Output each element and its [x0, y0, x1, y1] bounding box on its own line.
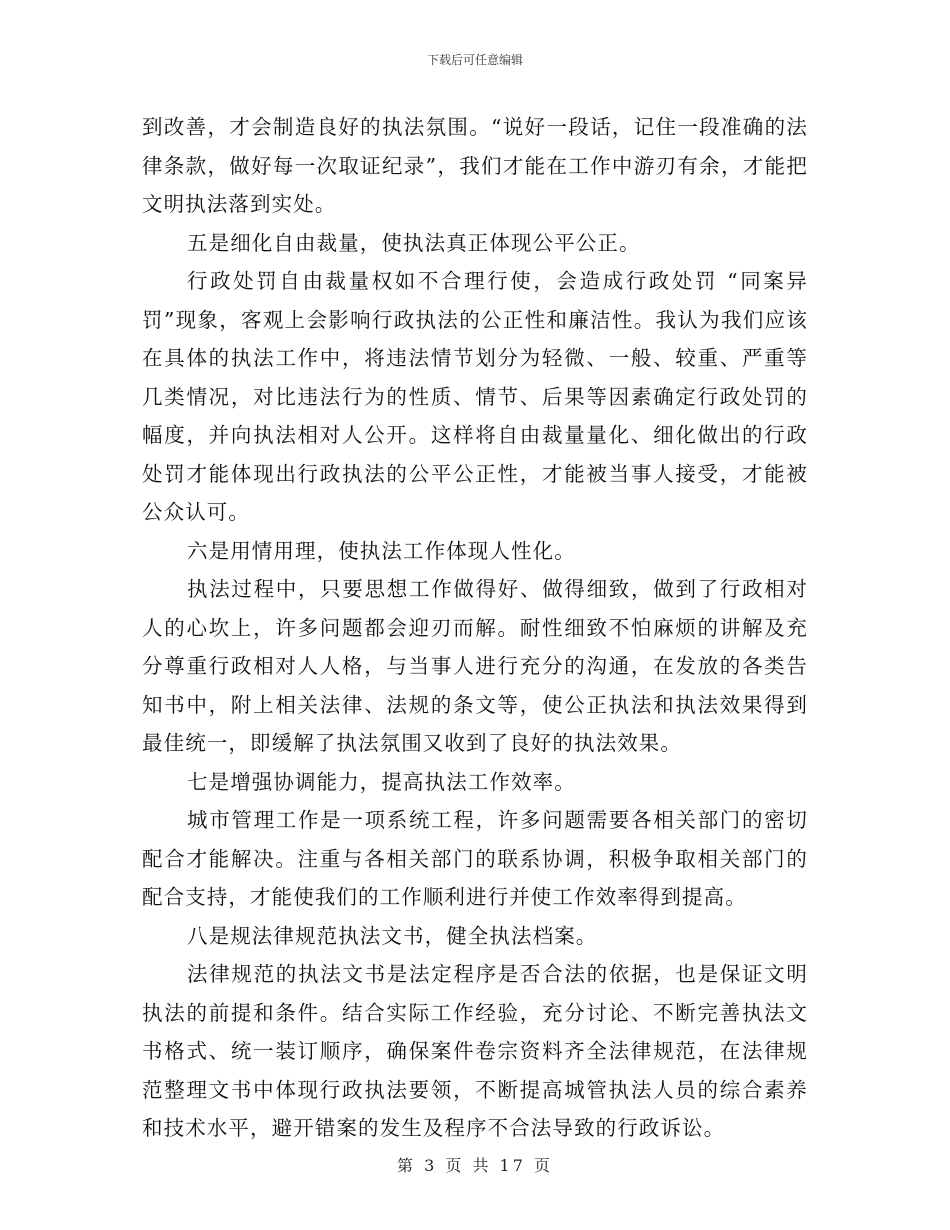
section-heading-eight: 八是规法律规范执法文书，健全执法档案。 — [187, 923, 598, 948]
page-header: 下载后可任意编辑 — [426, 53, 523, 67]
section-heading-six: 六是用情用理，使执法工作体现人性化。 — [187, 538, 576, 563]
paragraph-humanized: 执法过程中，只要思想工作做得好、做得细致，做到了行政相对人的心坎上，许多问题都会迎刃而解。耐性细致不怕麻烦的讲解及充分尊重行政相对人人格，与当事人进行充分的沟通，在发放的各类告知书中，附上相关法律、法规的条文等，使公正执法和执法效果得到最佳统一，即缓解了执法氛围又收到了良好的执法效果。 — [142, 577, 808, 755]
paragraph-discretion: 行政处罚自由裁量权如不合理行使，会造成行政处罚 “同案异罚”现象，客观上会影响行政执法的公正性和廉洁性。我认为我们应该在具体的执法工作中，将违法情节划分为轻微、一般、较重、严重等几类情况，对比违法行为的性质、情节、后果等因素确定行政处罚的幅度，并向执法相对人公开。这样将自由裁量量化、细化做出的行政处罚才能体现出行政执法的公平公正性，才能被当事人接受，才能被公众认可。 — [142, 269, 808, 524]
paragraph-documents: 法律规范的执法文书是法定程序是否合法的依据，也是保证文明执法的前提和条件。结合实际工作经验，充分讨论、不断完善执法文书格式、统一装订顺序，确保案件卷宗资料齐全法律规范，在法律规范整理文书中体现行政执法要领，不断提高城管执法人员的综合素养和技术水平，避开错案的发生及程序不合法导致的行政诉讼。 — [142, 962, 808, 1140]
paragraph-coordination: 城市管理工作是一项系统工程，许多问题需要各相关部门的密切配合才能解决。注重与各相关部门的联系协调，积极争取相关部门的配合支持，才能使我们的工作顺利进行并使工作效率得到提高。 — [142, 808, 808, 909]
document-body — [142, 108, 808, 1148]
page-number-footer: 第 3 页 共 17 页 — [397, 1156, 553, 1175]
section-heading-five: 五是细化自由裁量，使执法真正体现公平公正。 — [187, 230, 641, 255]
paragraph-continuation: 到改善，才会制造良好的执法氛围。“说好一段话，记住一段准确的法律条款，做好每一次取证纪录”，我们才能在工作中游刃有余，才能把文明执法落到实处。 — [142, 115, 808, 216]
section-heading-seven: 七是增强协调能力，提高执法工作效率。 — [187, 769, 576, 794]
